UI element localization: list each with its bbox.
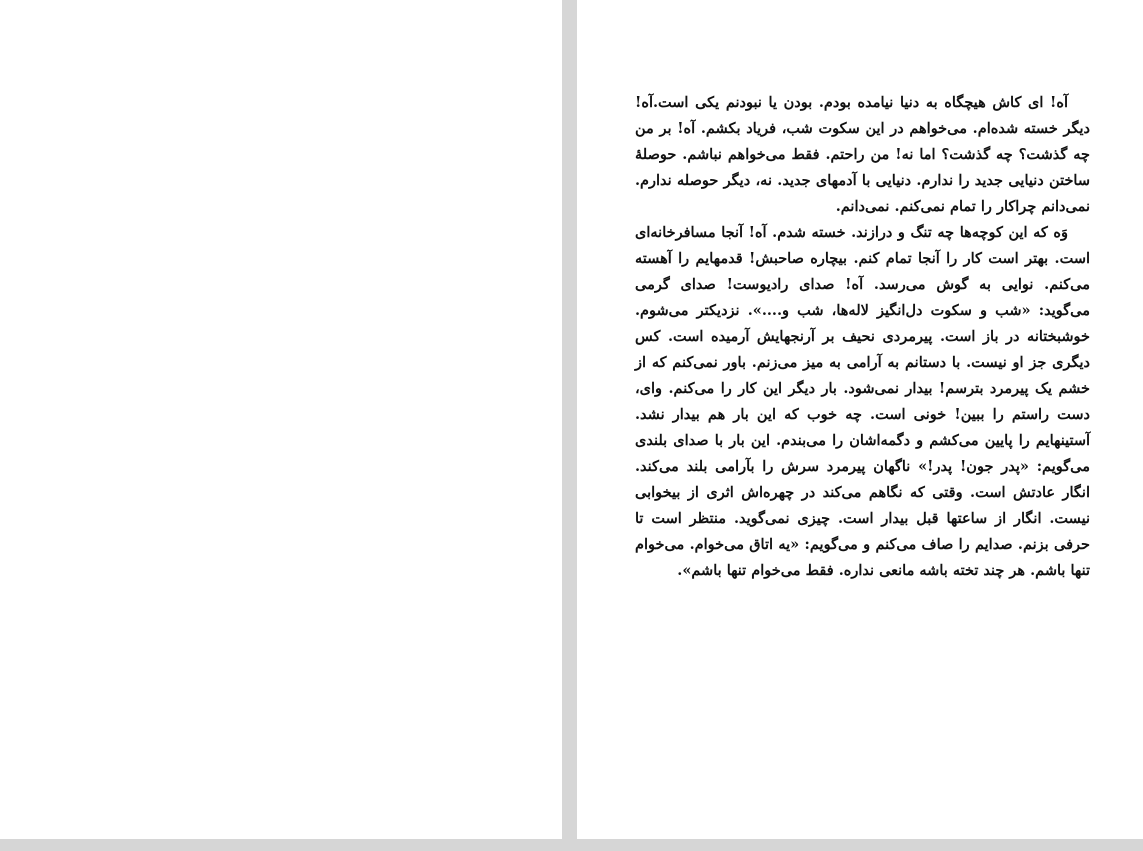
page-text (635, 90, 1090, 584)
right-page (577, 0, 1143, 839)
paragraph-2: وَه که این کوچه‌ها چه تنگ و درازند. خسته شدم. آه! آنجا مسافرخانه‌ای است. بهتر است کار را آنجا تمام کنم. بیچاره صاحبش! قدمهایم را آهسته می‌کنم. نوایی به گوش می‌رسد. آه! صدای رادیوست! صدای گرمی می‌گوید: «شب و سکوت دل‌انگیز لاله‌ها، شب و....». نزدیکتر می‌شوم. خوشبختانه در باز است. پیرمردی نحیف بر آرنجهایش آرمیده است. کس دیگری جز او نیست. با دستانم به آرامی به میز می‌زنم. باور نمی‌کنم که از خشم یک پیرمرد بترسم! بیدار نمی‌شود. بار دیگر این کار را می‌کنم. وای، دست راستم را ببین! خونی است. چه خوب که این بار هم بیدار نشد. آستینهایم را پایین می‌کشم و دگمه‌اشان را می‌بندم. این بار با صدای بلندی می‌گویم: «پدر جون! پدر!» ناگهان پیرمرد سرش را بآرامی بلند می‌کند. انگار عادتش است. وقتی که نگاهم می‌کند در چهره‌اش اثری از بیخوابی نیست. انگار از ساعتها قبل بیدار است. چیزی نمی‌گوید. منتظر است تا حرفی بزنم. صدایم را صاف می‌کنم و می‌گویم: «یه اتاق می‌خوام. می‌خوام تنها باشم. هر چند تخته باشه مانعی نداره. فقط می‌خوام تنها باشم». (635, 224, 1090, 579)
paragraph-1: آه! ای کاش هیچگاه به دنیا نیامده بودم. بودن یا نبودنم یکی است.آه! دیگر خسته شده‌ام. می‌خواهم در این سکوت شب، فریاد بکشم. آه! بر من چه گذشت؟ چه گذشت؟ اما نه! من راحتم. فقط می‌خواهم نباشم. حوصلهٔ ساختن دنیایی جدید را ندارم. دنیایی با آدمهای جدید. نه، دیگر حوصله ندارم. نمی‌دانم چراکار را تمام نمی‌کنم. نمی‌دانم. (635, 94, 1090, 215)
left-page (0, 0, 562, 839)
